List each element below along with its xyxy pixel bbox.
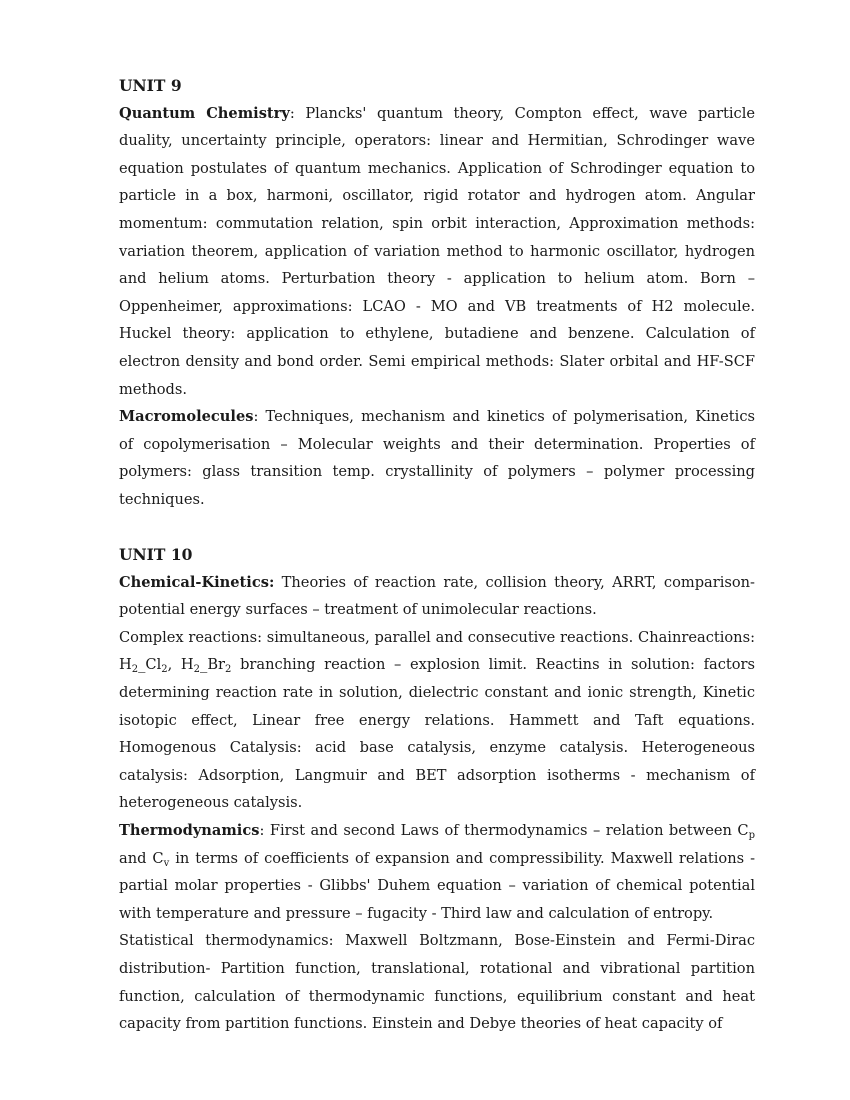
complex-text-3: , H — [167, 656, 194, 674]
chemical-kinetics-paragraph — [119, 569, 755, 624]
thermo-text-2: and C — [119, 849, 164, 867]
subscript: 2 — [161, 664, 168, 676]
macromolecules-paragraph — [119, 403, 755, 513]
subscript: v — [163, 857, 170, 869]
section-spacer — [119, 514, 755, 542]
quantum-chemistry-paragraph — [119, 100, 755, 404]
chemical-kinetics-term: Chemical-Kinetics: — [119, 573, 275, 591]
thermodynamics-term: Thermodynamics — [119, 822, 260, 840]
quantum-chemistry-term: Quantum Chemistry — [119, 104, 290, 122]
macromolecules-text: : Techniques, mechanism and kinetics of polymerisation, Kinetics of copolymerisation – Molecular weights and their determination. Properties of polymers: glass transition temp. crystallinity of polymers – polymer processing techniques. — [119, 408, 755, 508]
unit9-heading: UNIT 9 — [119, 76, 182, 95]
complex-reactions-paragraph — [119, 624, 755, 817]
subscript: p — [748, 830, 755, 842]
complex-text-2: _Cl — [138, 656, 162, 674]
unit10-heading: UNIT 10 — [119, 545, 193, 565]
thermo-text-3: in terms of coefficients of expansion and compressibility. Maxwell relations - partial molar properties - Glibbs' Duhem equation – variation of chemical potential with temperature and pressure – fugacity - Third law and calculation of entropy. — [119, 849, 755, 922]
subscript: 2 — [131, 664, 139, 676]
thermodynamics-paragraph — [119, 817, 755, 927]
chemical-kinetics-text: Theories of reaction rate, collision theory, ARRT, comparison-potential energy surfaces – treatment of unimolecular reactions. — [119, 573, 755, 619]
complex-text-4: _Br — [200, 656, 226, 674]
macromolecules-term: Macromolecules — [119, 408, 254, 426]
complex-text-1: Complex reactions: simultaneous, parallel and consecutive reactions. Chainreactions: H — [119, 628, 755, 674]
subscript: 2 — [225, 664, 232, 676]
quantum-chemistry-text: : Plancks' quantum theory, Compton effect, wave particle duality, uncertainty principle, operators: linear and Hermitian, Schrodinger wave equation postulates of quantum mechanics. Application of Schrodinger equation to particle in a box, harmoni, oscillator, rigid rotator and hydrogen atom. Angular momentum: commutation relation, spin orbit interaction, Approximation methods: variation theorem, application of variation method to harmonic oscillator, hydrogen and helium atoms. Perturbation theory - application to helium atom. Born – Oppenheimer, approximations: LCAO - MO and VB treatments of H2 molecule. Huckel theory: application to ethylene, butadiene and benzene. Calculation of electron density and bond order. Semi empirical methods: Slater orbital and HF-SCF methods. — [119, 104, 755, 398]
thermo-text-1: : First and second Laws of thermodynamics – relation between C — [259, 822, 749, 840]
document-page — [119, 72, 755, 1038]
complex-text-5: branching reaction – explosion limit. Reactins in solution: factors determining reaction rate in solution, dielectric constant and ionic strength, Kinetic isotopic effect, Linear free energy relations. Hammett and Taft equations. Homogenous Catalysis: acid base catalysis, enzyme catalysis. Heterogeneous catalysis: Adsorption, Langmuir and BET adsorption isotherms - mechanism of heterogeneous catalysis. — [119, 656, 755, 812]
statistical-thermodynamics-paragraph: Statistical thermodynamics: Maxwell Boltzmann, Bose-Einstein and Fermi-Dirac distribution- Partition function, translational, rotational and vibrational partition function, calculation of thermodynamic functions, equilibrium constant and heat capacity from partition functions. Einstein and Debye theories of heat capacity of — [119, 932, 755, 1033]
subscript: 2 — [193, 664, 201, 676]
